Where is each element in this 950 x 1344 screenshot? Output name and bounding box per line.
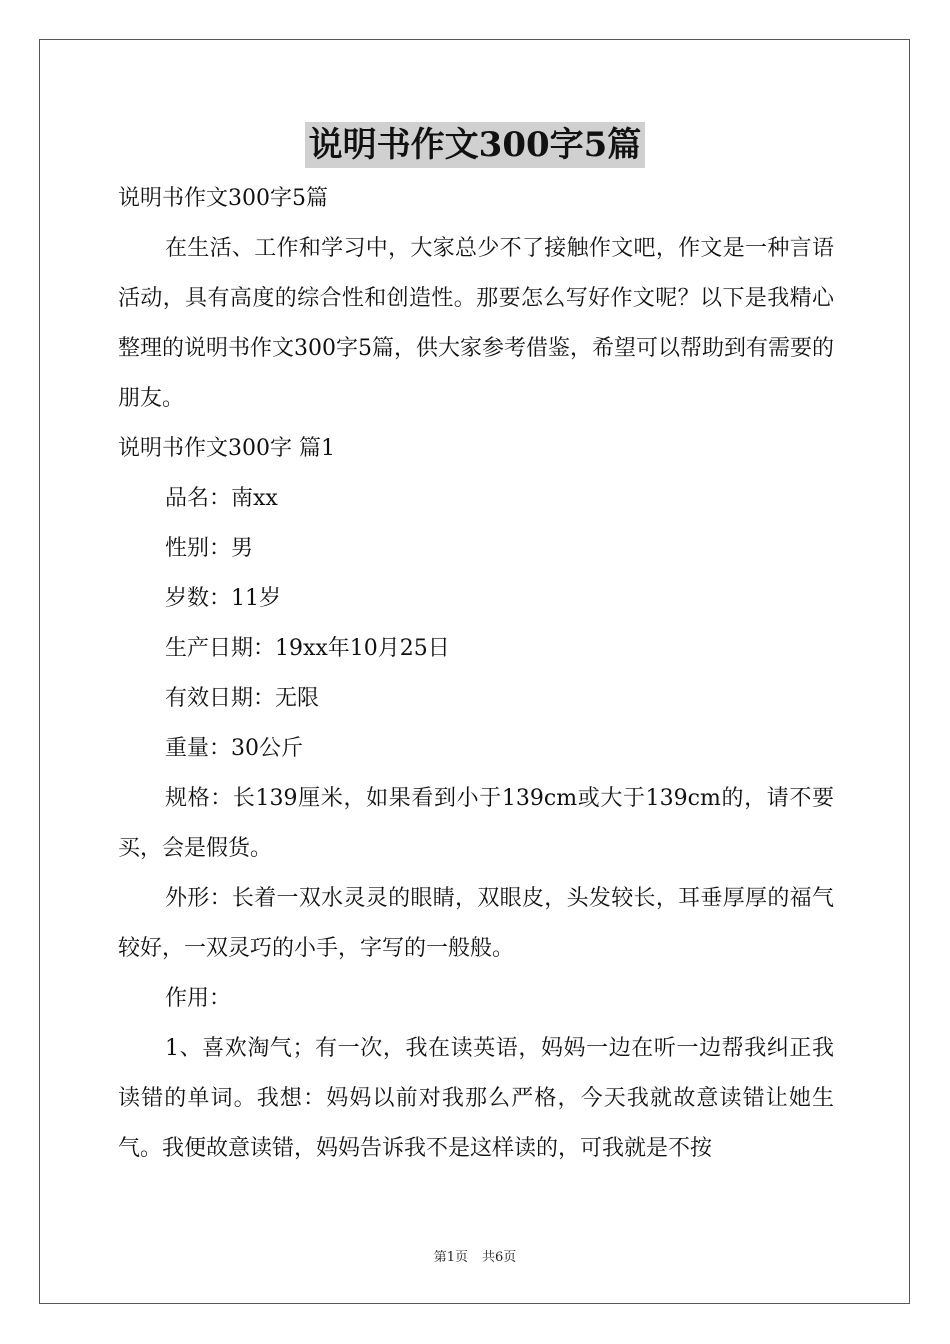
field-name: 品名：南xx <box>165 486 278 511</box>
field-gender: 性别：男 <box>165 536 254 561</box>
field-weight: 重量：30公斤 <box>165 736 303 761</box>
field-age: 岁数：11岁 <box>165 586 281 611</box>
field-expiry: 有效日期：无限 <box>165 686 320 711</box>
field-function-label: 作用： <box>165 986 232 1011</box>
field-spec: 规格：长139厘米，如果看到小于139cm或大于139cm的，请不要买，会是假货。 <box>118 786 834 861</box>
function-item-1: 1、喜欢淘气；有一次，我在读英语，妈妈一边在听一边帮我纠正我读错的单词。我想：妈妈以前对我那么严格，今天我就故意读错让她生气。我便故意读错，妈妈告诉我不是这样读的，可我就是不按 <box>118 1036 834 1161</box>
page-footer <box>0 1246 950 1265</box>
document-title: 说明书作文300字5篇 <box>305 122 646 168</box>
page-number: 第1页 <box>433 1250 468 1265</box>
intro-paragraph: 在生活、工作和学习中，大家总少不了接触作文吧，作文是一种言语活动，具有高度的综合性和创造性。那要怎么写好作文呢？以下是我精心整理的说明书作文300字5篇，供大家参考借鉴，希望可以帮助到有需要的朋友。 <box>118 236 834 411</box>
subtitle-line: 说明书作文300字5篇 <box>118 186 328 211</box>
document-body <box>118 174 834 1174</box>
section-heading: 说明书作文300字 篇1 <box>118 436 335 461</box>
field-production-date: 生产日期：19xx年10月25日 <box>165 636 450 661</box>
title-container <box>0 122 950 168</box>
page-total: 共6页 <box>482 1250 517 1265</box>
field-appearance: 外形：长着一双水灵灵的眼睛，双眼皮，头发较长，耳垂厚厚的福气较好，一双灵巧的小手，字写的一般般。 <box>118 886 834 961</box>
